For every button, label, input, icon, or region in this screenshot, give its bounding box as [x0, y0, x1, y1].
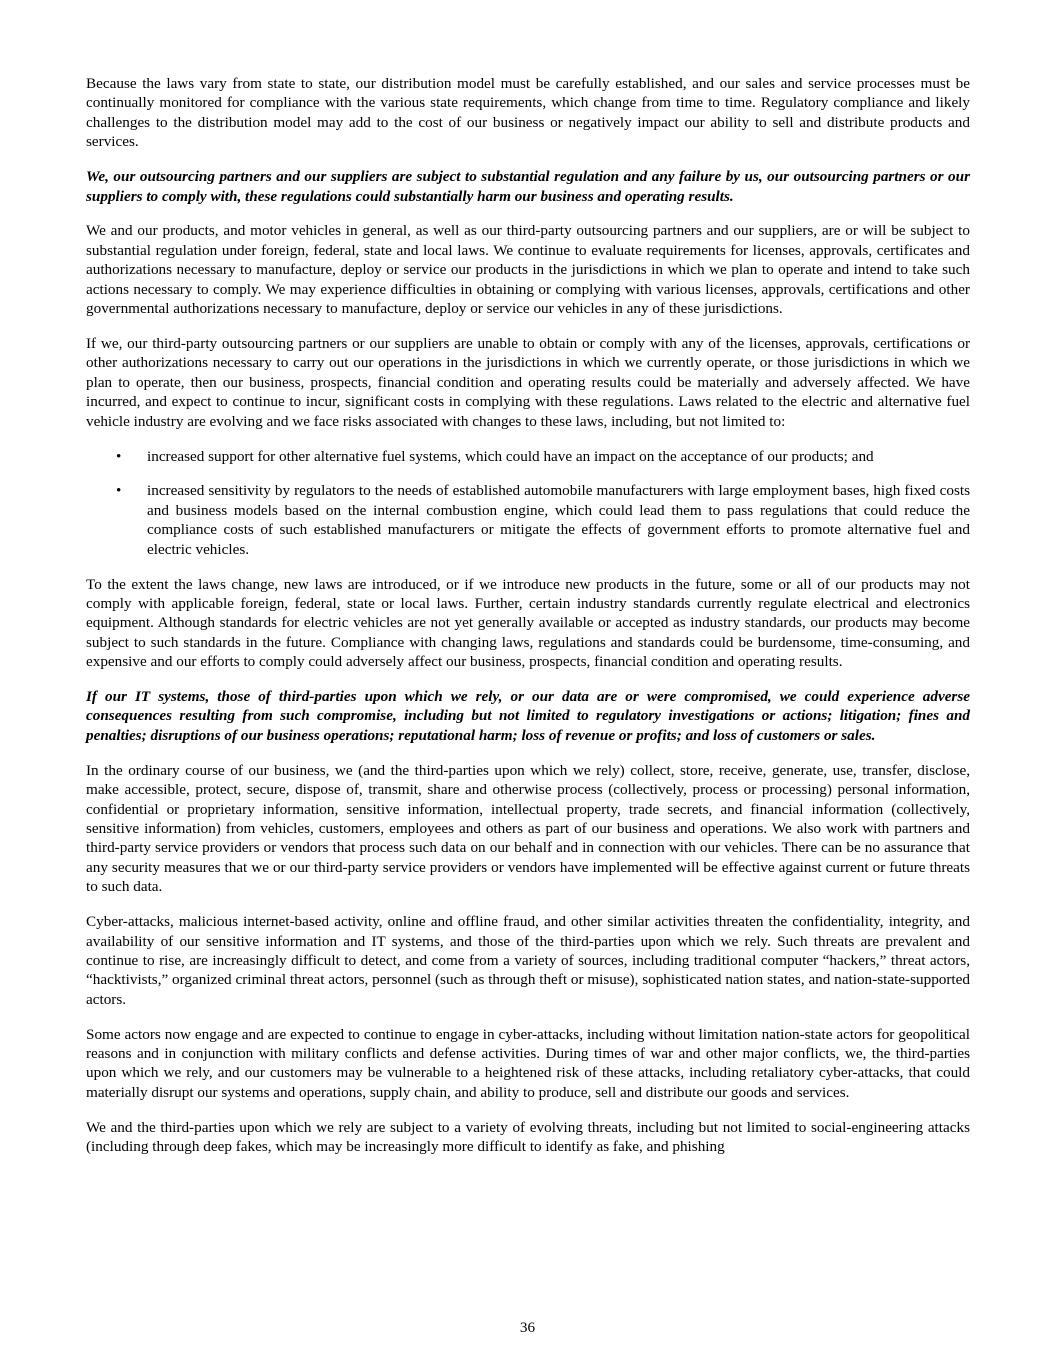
paragraph-nation-state-actors: Some actors now engage and are expected to continue to engage in cyber-attacks, including without limitation nation-state actors for geopolitical reasons and in conjunction with military conflicts and defense activities. During times of war and other major conflicts, we, the third-parties upon which we rely, and our customers may be vulnerable to a heightened risk of these attacks, including retaliatory cyber-attacks, that could materially disrupt our systems and operations, supply chain, and ability to produce, sell and distribute our goods and services. [86, 1025, 970, 1101]
list-item [86, 481, 970, 559]
list-item [86, 447, 970, 466]
paragraph-distribution-model: Because the laws vary from state to state, our distribution model must be carefully established, and our sales and service processes must be continually monitored for compliance with the various state requirements, which change from time to time. Regulatory compliance and likely challenges to the distribution model may add to the cost of our business or negatively impact our ability to sell and distribute products and services. [86, 75, 970, 151]
paragraph-substantial-regulation: We and our products, and motor vehicles in general, as well as our third-party outsourcing partners and our suppliers, are or will be subject to substantial regulation under foreign, federal, state and local laws. We continue to evaluate requirements for licenses, approvals, certificates and authorizations necessary to manufacture, deploy or service our products in the jurisdictions in which we plan to operate and intend to take such actions necessary to comply. We may experience difficulties in obtaining or complying with various licenses, approvals, certifications and other governmental authorizations necessary to manufacture, deploy or service our vehicles in any of these jurisdictions. [86, 222, 970, 318]
paragraph-data-processing: In the ordinary course of our business, we (and the third-parties upon which we rely) collect, store, receive, generate, use, transfer, disclose, make accessible, protect, secure, dispose of, transmit, share and otherwise process (collectively, process or processing) personal information, confidential or proprietary information, sensitive information, intellectual property, trade secrets, and financial information (collectively, sensitive information) from vehicles, customers, employees and others as part of our business and operations. We also work with partners and third-party service providers or vendors that process such data on our behalf and in connection with our vehicles. There can be no assurance that any security measures that we or our third-party service providers or vendors have implemented will be effective against current or future threats to such data. [86, 761, 970, 896]
bullet-icon: • [116, 447, 122, 465]
bullet-icon: • [116, 482, 122, 500]
page-number: 36 [519, 1319, 536, 1336]
bullet-list-law-changes [86, 447, 970, 560]
document-page [86, 74, 970, 1172]
paragraph-evolving-threats: We and the third-parties upon which we rely are subject to a variety of evolving threats, including but not limited to social-engineering attacks (including through deep fakes, which may be increasingly more difficult to identify as fake, and phishing [86, 1118, 970, 1156]
paragraph-cyber-attacks: Cyber-attacks, malicious internet-based activity, online and offline fraud, and other similar activities threaten the confidentiality, integrity, and availability of our sensitive information and IT systems, and those of the third-parties upon which we rely. Such threats are prevalent and continue to rise, are increasingly difficult to detect, and come from a variety of sources, including traditional computer “hackers,” threat actors, “hacktivists,” organized criminal threat actors, personnel (such as through theft or misuse), sophisticated nation states, and nation-state-supported actors. [86, 913, 970, 1008]
risk-heading-regulation: We, our outsourcing partners and our suppliers are subject to substantial regulation and any failure by us, our outsourcing partners or our suppliers to comply with, these regulations could substantially harm our business and operating results. [86, 168, 970, 205]
list-item-text: increased support for other alternative fuel systems, which could have an impact on the acceptance of our products; and [147, 447, 874, 465]
paragraph-licenses-approvals: If we, our third-party outsourcing partners or our suppliers are unable to obtain or comply with any of the licenses, approvals, certifications or other authorizations necessary to carry out our operations in the jurisdictions in which we currently operate, or those jurisdictions in which we plan to operate, then our business, prospects, financial condition and operating results could be materially and adversely affected. We have incurred, and expect to continue to incur, significant costs in complying with these regulations. Laws related to the electric and alternative fuel vehicle industry are evolving and we face risks associated with changes to these laws, including, but not limited to: [86, 334, 970, 430]
paragraph-industry-standards: To the extent the laws change, new laws are introduced, or if we introduce new products in the future, some or all of our products may not comply with applicable foreign, federal, state or local laws. Further, certain industry standards currently regulate electrical and electronics equipment. Although standards for electric vehicles are not yet generally available or accepted as industry standards, our products may become subject to such standards in the future. Compliance with changing laws, regulations and standards could be burdensome, time-consuming, and expensive and our efforts to comply could adversely affect our business, prospects, financial condition and operating results. [86, 575, 970, 671]
list-item-text: increased sensitivity by regulators to the needs of established automobile manufacturers with large employment bases, high fixed costs and business models based on the internal combustion engine, which could lead them to pass regulations that could reduce the compliance costs of such established manufacturers or mitigate the effects of government efforts to promote alternative fuel and electric vehicles. [147, 482, 970, 558]
risk-heading-it-systems: If our IT systems, those of third-parties upon which we rely, or our data are or were compromised, we could experience adverse consequences resulting from such compromise, including but not limited to regulatory investigations or actions; litigation; fines and penalties; disruptions of our business operations; reputational harm; loss of revenue or profits; and loss of customers or sales. [86, 688, 970, 744]
